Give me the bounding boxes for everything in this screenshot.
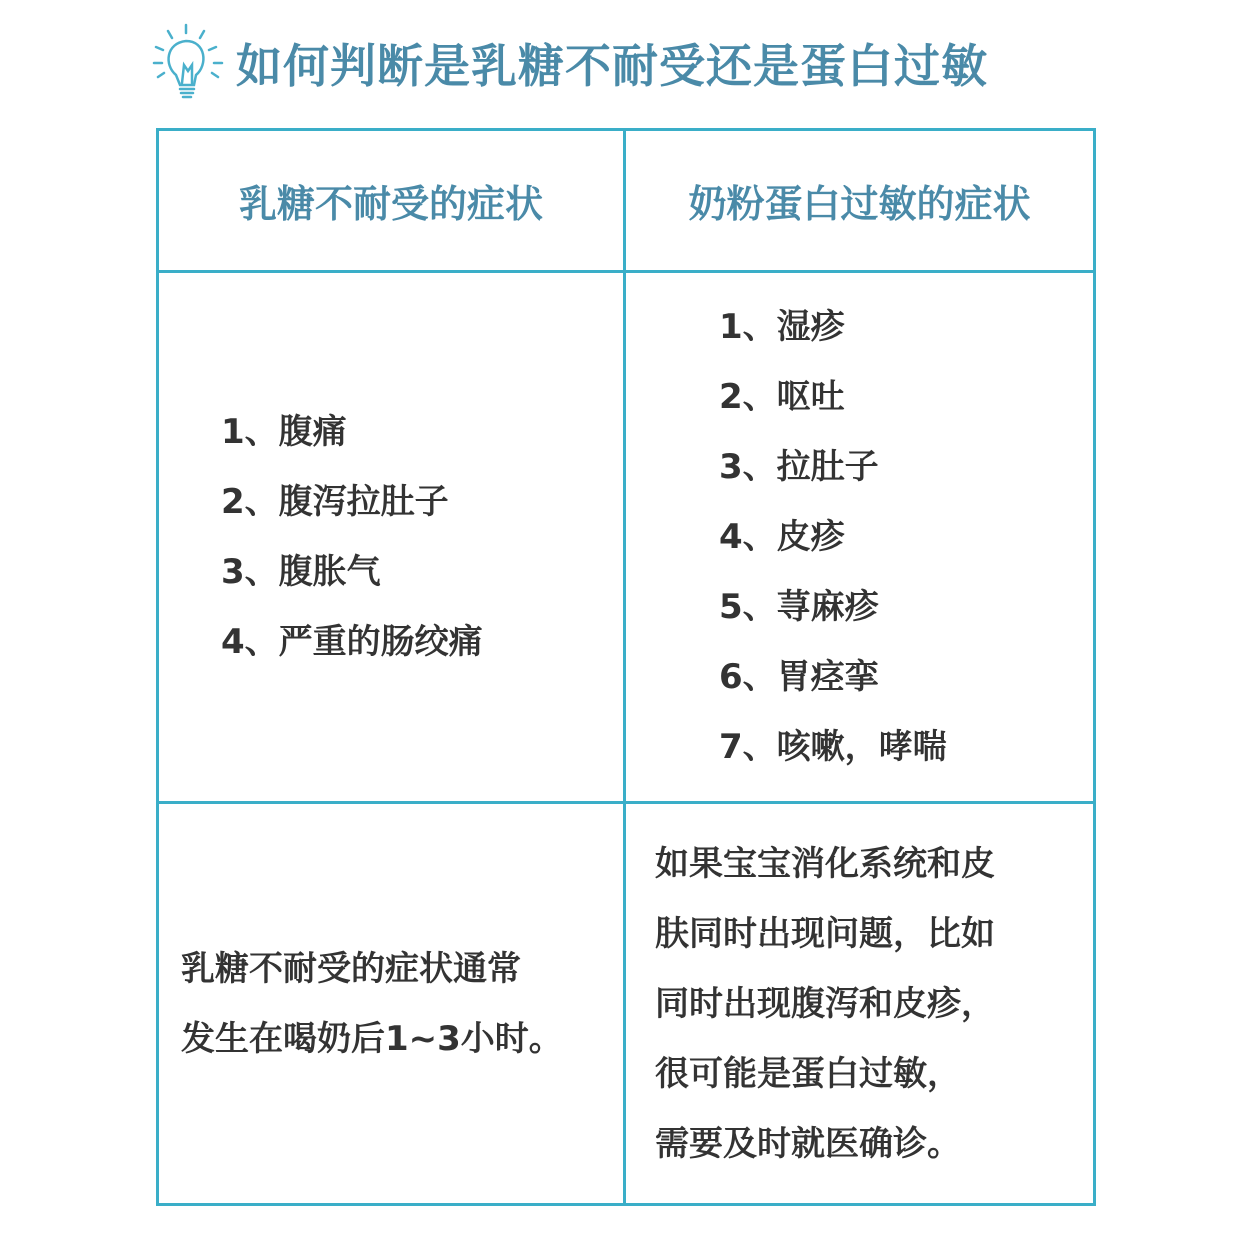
allergy-note bbox=[655, 804, 1095, 1204]
lactose-note bbox=[181, 804, 621, 1204]
column-divider bbox=[623, 131, 626, 1203]
allergy-symptom-list bbox=[719, 273, 1089, 801]
page-title: 如何判断是乳糖不耐受还是蛋白过敏 bbox=[236, 39, 988, 93]
list-item: 5、荨麻疹 bbox=[719, 587, 879, 627]
list-item: 2、呕吐 bbox=[719, 377, 845, 417]
header-lactose: 乳糖不耐受的症状 bbox=[238, 182, 543, 226]
note-line: 很可能是蛋白过敏， bbox=[655, 1054, 961, 1094]
list-item: 2、腹泻拉肚子 bbox=[221, 482, 449, 522]
list-item: 1、腹痛 bbox=[221, 412, 347, 452]
note-line: 需要及时就医确诊。 bbox=[655, 1124, 961, 1164]
note-line: 发生在喝奶后1~3小时。 bbox=[181, 1019, 563, 1059]
note-line: 同时出现腹泻和皮疹， bbox=[655, 984, 995, 1024]
list-item: 1、湿疹 bbox=[719, 307, 845, 347]
lightbulb-icon bbox=[150, 21, 226, 105]
header-allergy: 奶粉蛋白过敏的症状 bbox=[688, 182, 1031, 226]
note-line: 肤同时出现问题，比如 bbox=[655, 914, 995, 954]
list-item: 3、腹胀气 bbox=[221, 552, 381, 592]
title-bar bbox=[150, 18, 988, 108]
list-item: 6、胃痉挛 bbox=[719, 657, 879, 697]
lactose-symptom-list bbox=[221, 273, 621, 801]
list-item: 3、拉肚子 bbox=[719, 447, 879, 487]
list-item: 7、咳嗽，哮喘 bbox=[719, 727, 947, 767]
comparison-table bbox=[156, 128, 1096, 1206]
list-item: 4、皮疹 bbox=[719, 517, 845, 557]
list-item: 4、严重的肠绞痛 bbox=[221, 622, 483, 662]
note-line: 如果宝宝消化系统和皮 bbox=[655, 844, 995, 884]
note-line: 乳糖不耐受的症状通常 bbox=[181, 949, 521, 989]
